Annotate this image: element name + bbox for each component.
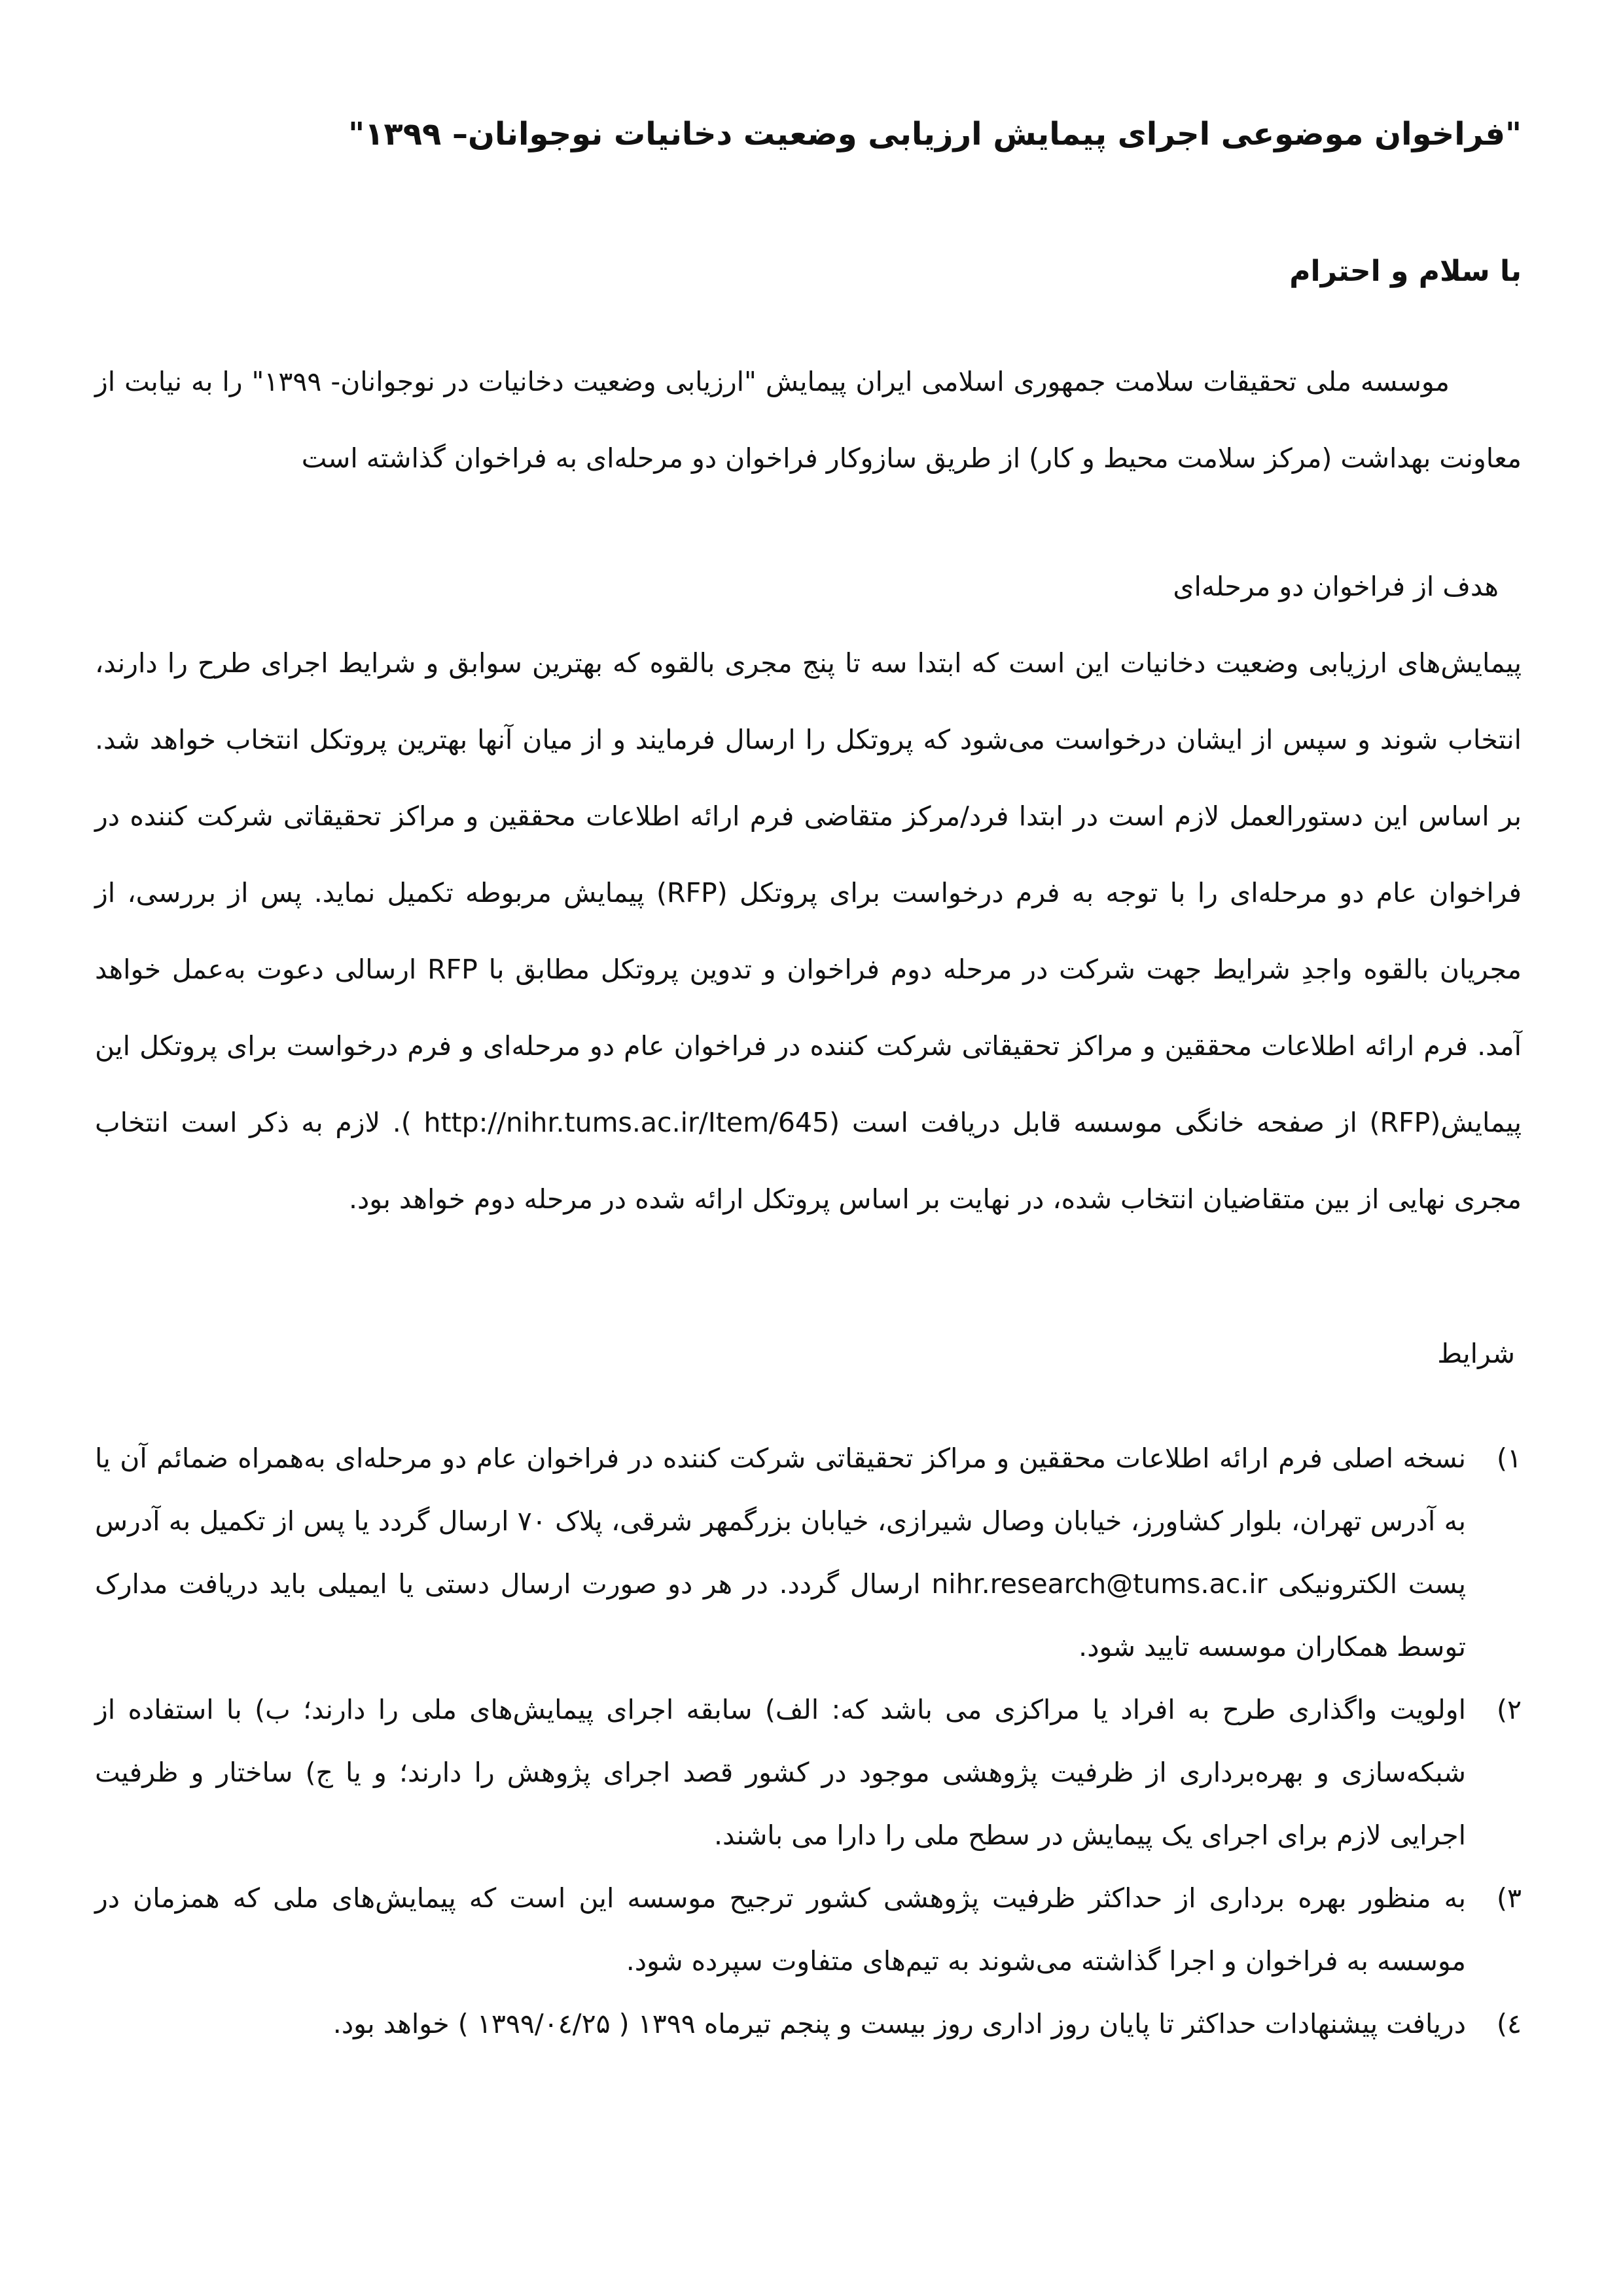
document-title: "فراخوان موضوعی اجرای پیمایش ارزیابی وضعیت دخانیات نوجوانان– ۱۳۹۹" (348, 116, 1522, 152)
condition-number: ۱) (1496, 1443, 1522, 1474)
goal-paragraph: پیمایش‌های ارزیابی وضعیت دخانیات این است که ابتدا سه تا پنج مجری بالقوه که بهترین سوابق و شرایط اجرای طرح را دارند، انتخاب شوند و سپس از ایشان درخواست می‌شود که پروتکل را ارسال فرمایند و از میان آنها بهترین پروتکل انتخاب خواهد شد. بر اساس این دستورالعمل لازم است در ابتدا فرد/مرکز متقاضی فرم ارائه اطلاعات محققین و مراکز تحقیقاتی شرکت کننده در فراخوان عام دو مرحله‌ای را با توجه به فرم درخواست برای پروتکل (RFP) پیمایش مربوطه تکمیل نماید. پس از بررسی، از مجریان بالقوه واجدِ شرایط جهت شرکت در مرحله دوم فراخوان و تدوین پروتکل مطابق با RFP ارسالی دعوت به‌عمل خواهد آمد. فرم ارائه اطلاعات محققین و مراکز تحقیقاتی شرکت کننده در فراخوان عام دو مرحله‌ای و فرم درخواست برای پروتکل این پیمایش(RFP) از صفحه خانگی موسسه قابل دریافت است (http://nihr.tums.ac.ir/Item/645 ). لازم به ذکر است انتخاب مجری نهایی از بین متقاضیان انتخاب شده، در نهایت بر اساس پروتکل ارائه شده در مرحله دوم خواهد بود. (95, 647, 1522, 1215)
condition-text: اولویت واگذاری طرح به افراد یا مراکزی می باشد که: الف) سابقه اجرای پیمایش‌های ملی را دارند؛ ب) با استفاده از شبکه‌سازی و بهره‌برداری از ظرفیت پژوهشی موجود در کشور قصد اجرای پژوهش را دارند؛ و یا ج) ساختار و ظرفیت اجرایی لازم برای اجرای یک پیمایش در سطح ملی را دارا می باشند. (95, 1694, 1466, 1851)
condition-text: نسخه اصلی فرم ارائه اطلاعات محققین و مراکز تحقیقاتی شرکت کننده در فراخوان عام دو مرحله‌ای به‌همراه ضمائم آن یا به آدرس تهران، بلوار کشاورز، خیابان وصال شیرازی، خیابان بزرگمهر شرقی، پلاک ۷۰ ارسال گردد یا پس از تکمیل به آدرس پست الکترونیکی nihr.research@tums.ac.ir ارسال گردد. در هر دو صورت ارسال دستی یا ایمیلی باید دریافت مدارک توسط همکاران موسسه تایید شود. (95, 1443, 1466, 1662)
condition-number: ۲) (1496, 1694, 1522, 1725)
condition-text: به منظور بهره برداری از حداکثر ظرفیت پژوهشی کشور ترجیح موسسه این است که پیمایش‌های ملی که همزمان در موسسه به فراخوان و اجرا گذاشته می‌شوند به تیم‌های متفاوت سپرده شود. (95, 1882, 1466, 1977)
greeting: با سلام و احترام (1289, 255, 1522, 288)
condition-item-2 (95, 1678, 1522, 1867)
condition-number: ۳) (1496, 1882, 1522, 1914)
condition-number: ٤) (1496, 2008, 1522, 2039)
condition-text: دریافت پیشنهادات حداکثر تا پایان روز اداری روز بیست و پنجم تیرماه ۱۳۹۹ ( ۱۳۹۹/۰٤/۲۵ ) خواهد بود. (332, 2008, 1466, 2039)
conditions-heading: شرایط (1437, 1338, 1515, 1369)
intro-paragraph: موسسه ملی تحقیقات سلامت جمهوری اسلامی ایران پیمایش "ارزیابی وضعیت دخانیات در نوجوانان- ۱۳۹۹" را به نیابت از معاونت بهداشت (مرکز سلامت محیط و کار) از طریق سازوکار فراخوان دو مرحله‌ای به فراخوان گذاشته است (95, 366, 1522, 474)
condition-item-3 (95, 1867, 1522, 1992)
goal-heading: هدف از فراخوان دو مرحله‌ای (1173, 571, 1499, 602)
condition-item-1 (95, 1427, 1522, 1678)
condition-item-4 (95, 1992, 1522, 2055)
conditions-list (95, 1427, 1522, 2055)
